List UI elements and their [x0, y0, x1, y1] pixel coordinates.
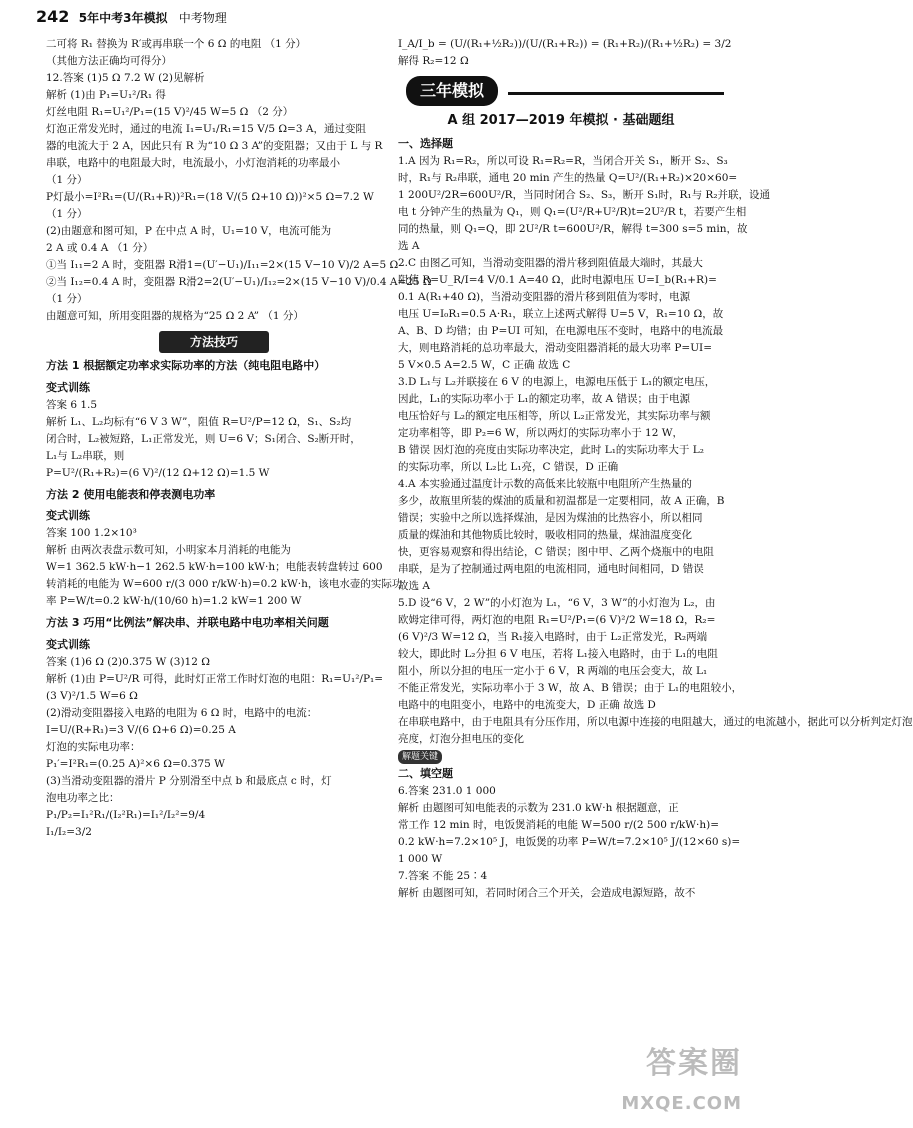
right-column	[398, 36, 913, 1116]
text-line: I₁/I₂=3/2	[46, 825, 92, 838]
key-tip-badge: 解题关键	[398, 750, 442, 765]
text-line: 较大，即此时 L₂分担 6 V 电压，若将 L₁接入电路时，由于 L₁的电阻	[398, 647, 718, 660]
text-line: 解析 由题图可知电能表的示数为 231.0 kW·h 根据题意，正	[398, 801, 679, 814]
banner-rule	[508, 92, 724, 95]
page-number: 242	[36, 7, 70, 26]
text-line: 0.2 kW·h=7.2×10⁵ J，电饭煲的功率 P=W/t=7.2×10⁵ J/(12×60 s)=	[398, 835, 741, 848]
text-line: 定功率相等，即 P₂=6 W，所以两灯的实际功率小于 12 W，	[398, 426, 684, 439]
text-line: 变式训练	[46, 638, 90, 652]
text-line: 二可将 R₁ 替换为 R′或再串联一个 6 Ω 的电阻 （1 分）	[46, 38, 307, 50]
text-line: 串联，电路中的电阻最大时，电流最小，小灯泡消耗的功率最小	[46, 157, 340, 169]
text-line: 12.答案 (1)5 Ω 7.2 W (2)见解析	[46, 72, 205, 84]
text-line: I_A/I_b = (U/(R₁+½R₂))/(U/(R₁+R₂)) = (R₁+R₂)/(R₁+½R₂) = 3/2	[398, 38, 732, 50]
text-line: 变式训练	[46, 509, 90, 523]
text-line: 选 A	[398, 239, 420, 252]
text-line: I=U/(R+R₁)=3 V/(6 Ω+6 Ω)=0.25 A	[46, 723, 236, 736]
section-fill-title: 二、填空题	[398, 766, 453, 780]
text-line: 同的热量，则 Q₁=Q，即 2U²/R t=600U²/R，解得 t=300 s=5 min，故	[398, 222, 748, 235]
book-brand: 5年中考3年模拟	[78, 11, 168, 25]
watermark-line2: MXQE.COM	[621, 1092, 742, 1114]
text-line: 器的电流大于 2 A，因此只有 R 为“10 Ω 3 A”的变阻器；又由于 L 与 R	[46, 140, 383, 152]
text-line: 亮度，灯泡分担电压的变化	[398, 732, 524, 745]
text-line: 变式训练	[46, 380, 90, 394]
text-line: 在串联电路中，由于电阻具有分压作用，所以电源中连接的电阻越大，通过的电流越小，据此可以分析判定灯泡	[398, 715, 913, 728]
watermark-logo	[621, 1040, 742, 1118]
text-line: 灯泡的实际电功率：	[46, 740, 141, 753]
text-line: 灯丝电阻 R₁=U₁²/P₁=(15 V)²/45 W=5 Ω （2 分）	[46, 106, 294, 118]
text-line: 泡电功率之比：	[46, 791, 120, 804]
text-line: P₁′=I²R₁=(0.25 A)²×6 Ω=0.375 W	[46, 757, 225, 770]
watermark-line1: 答案圈	[646, 1046, 742, 1082]
three-year-title: 三年模拟	[406, 76, 498, 106]
text-line: 常工作 12 min 时，电饭煲消耗的电能 W=500 r/(2 500 r/kW·h)=	[398, 818, 720, 831]
text-line: 4.A 本实验通过温度计示数的高低来比较瓶中电阻所产生热量的	[398, 477, 692, 490]
section-choice-title: 一、选择题	[398, 137, 453, 151]
method-banner: 方法技巧	[159, 331, 269, 353]
text-line: 的实际功率，所以 L₂比 L₁亮，C 错误，D 正确	[398, 460, 619, 473]
text-line: (2)滑动变阻器接入电路的电阻为 6 Ω 时，电路中的电流：	[46, 706, 318, 719]
text-line: 解析 (1)由 P₁=U₁²/R₁ 得	[46, 89, 166, 101]
text-line: 电压 U=I₀R₁=0.5 A·R₁，联立上述两式解得 U=5 V，R₁=10 Ω，故	[398, 307, 724, 320]
text-line: 7.答案 不能 25∶4	[398, 869, 488, 882]
text-line: ①当 I₁₁=2 A 时，变阻器 R滑1=(U′−U₁)/I₁₁=2×(15 V−10 V)/2 A=5 Ω	[46, 259, 399, 271]
text-line: 多少，故瓶里所装的煤油的质量和初温都是一定要相同，故 A 正确，B	[398, 494, 725, 507]
text-line: 串联，是为了控制通过两电阻的电流相同，通电时间相同，D 错误	[398, 562, 704, 575]
text-line: (3 V)²/1.5 W=6 Ω	[46, 689, 138, 702]
text-line: 方法 2 使用电能表和停表测电功率	[46, 487, 216, 501]
text-line: （1 分）	[46, 208, 88, 220]
text-line: L₁与 L₂串联，则	[46, 449, 125, 462]
text-line: ②当 I₁₂=0.4 A 时，变阻器 R滑2=2(U′−U₁)/I₁₂=2×(15 V−10 V)/0.4 A=25 Ω	[46, 276, 432, 288]
text-line: 灯泡正常发光时，通过的电流 I₁=U₁/R₁=15 V/5 Ω=3 A，通过变阻	[46, 123, 366, 135]
text-line: 5 V×0.5 A=2.5 W，C 正确 故选 C	[398, 358, 571, 371]
text-line: 闭合时，L₂被短路，L₁正常发光，则 U=6 V；S₁闭合、S₂断开时，	[46, 432, 361, 445]
text-line: 率 P=W/t=0.2 kW·h/(10/60 h)=1.2 kW=1 200 W	[46, 595, 302, 608]
method-block	[46, 357, 403, 841]
text-line: 解析 (1)由 P=U²/R 可得，此时灯正常工作时灯泡的电阻：R₁=U₁²/P₁=	[46, 672, 384, 685]
fill-answers-block	[398, 783, 741, 902]
text-line: 解得 R₂=12 Ω	[398, 55, 469, 67]
text-line: 电路中的电阻变小，电路中的电流变大，D 正确 故选 D	[398, 698, 656, 711]
text-line: W=1 362.5 kW·h−1 262.5 kW·h=100 kW·h；电能表转盘转过 600	[46, 561, 383, 574]
text-line: 由题意可知，所用变阻器的规格为“25 Ω 2 A” （1 分）	[46, 310, 304, 322]
text-line: 2 A 或 0.4 A （1 分）	[46, 242, 154, 254]
text-line: (3)当滑动变阻器的滑片 P 分别滑至中点 b 和最底点 c 时，灯	[46, 774, 332, 787]
text-line: 不能正常发光，实际功率小于 3 W，故 A、B 错误；由于 L₁的电阻较小，	[398, 681, 743, 694]
text-line: 因此，L₁的实际功率小于 L₁的额定功率，故 A 错误；由于电源	[398, 392, 690, 405]
text-line: 解析 L₁、L₂均标有“6 V 3 W”，阻值 R=U²/P=12 Ω，S₁、S₂均	[46, 415, 352, 428]
text-line: 阻小，所以分担的电压一定小于 6 V，R 两端的电压会变大，故 L₁	[398, 664, 708, 677]
text-line: 快，更容易观察和得出结论，C 错误；图中甲、乙两个烧瓶中的电阻	[398, 545, 714, 558]
book-subject: 中考物理	[178, 11, 227, 25]
text-line: 欧姆定律可得，两灯泡的电阻 R₁=U²/P₁=(6 V)²/2 W=18 Ω，R₂=	[398, 613, 716, 626]
text-line: 方法 3 巧用“比例法”解决串、并联电路中电功率相关问题	[46, 616, 329, 630]
three-year-banner	[398, 74, 724, 104]
text-line: 0.1 A(R₁+40 Ω)，当滑动变阻器的滑片移到阻值为零时，电源	[398, 290, 691, 303]
choice-answers-block	[398, 153, 913, 748]
text-line: 1.A 因为 R₁=R₂，所以可设 R₁=R₂=R，当闭合开关 S₁，断开 S₂、S₃	[398, 154, 728, 167]
text-line: 答案 100 1.2×10³	[46, 527, 137, 540]
text-line: 答案 (1)6 Ω (2)0.375 W (3)12 Ω	[46, 655, 210, 668]
text-line: 1 200U²/2R=600U²/R，当同时闭合 S₂、S₃，断开 S₁时，R₁与 R₂并联，设通	[398, 188, 771, 201]
text-line: 3.D L₁与 L₂并联接在 6 V 的电源上，电源电压低于 L₁的额定电压，	[398, 375, 716, 388]
text-line: B 错误 因灯泡的亮度由实际功率决定，此时 L₁的实际功率大于 L₂	[398, 443, 704, 456]
text-line: 阻值 R=U_R/I=4 V/0.1 A=40 Ω，此时电源电压 U=I_b(R₁+R)=	[398, 273, 717, 286]
text-line: 错误；实验中之所以选择煤油，是因为煤油的比热容小，所以相同	[398, 511, 703, 524]
text-line: 时，R₁与 R₂串联，通电 20 min 产生的热量 Q=U²/(R₁+R₂)×20×60=	[398, 171, 738, 184]
group-title: A 组 2017—2019 年模拟 · 基础题组	[447, 113, 675, 128]
text-line: P灯最小=I²R₁=(U/(R₁+R))²R₁=(18 V/(5 Ω+10 Ω))²×5 Ω=7.2 W	[46, 191, 374, 203]
text-line: 故选 A	[398, 579, 430, 592]
text-line: 2.C 由图乙可知，当滑动变阻器的滑片移到阻值最大端时，其最大	[398, 256, 703, 269]
text-line: 电压恰好与 L₂的额定电压相等，所以 L₂正常发光，其实际功率与额	[398, 409, 711, 422]
text-line: （其他方法正确均可得分）	[46, 55, 172, 67]
text-line: (6 V)²/3 W=12 Ω，当 R₁接入电路时，由于 L₂正常发光，R₂两端	[398, 630, 708, 643]
text-line: （1 分）	[46, 174, 88, 186]
text-line: 解析 由两次表盘示数可知，小明家本月消耗的电能为	[46, 544, 291, 557]
text-line: 5.D 设“6 V，2 W”的小灯泡为 L₁，“6 V，3 W”的小灯泡为 L₂，由	[398, 596, 716, 609]
text-line: (2)由题意和图可知，P 在中点 A 时，U₁=10 V，电流可能为	[46, 225, 332, 237]
text-line: P₁/P₂=I₁²R₁/(I₂²R₁)=I₁²/I₂²=9/4	[46, 808, 206, 821]
text-line: 6.答案 231.0 1 000	[398, 784, 496, 797]
text-line: 解析 由题图可知，若同时闭合三个开关，会造成电源短路，故不	[398, 886, 696, 899]
text-line: 电 t 分钟产生的热量为 Q₁，则 Q₁=(U²/R+U²/R)t=2U²/R t，若要产生相	[398, 205, 747, 218]
page-header	[36, 4, 716, 34]
text-line: 大，则电路消耗的总功率最大，滑动变阻器消耗的最大功率 P=UI=	[398, 341, 712, 354]
text-line: 质量的煤油和其他物质比较时，吸收相同的热量，煤油温度变化	[398, 528, 692, 541]
text-line: P=U²/(R₁+R₂)=(6 V)²/(12 Ω+12 Ω)=1.5 W	[46, 466, 270, 479]
text-line: 1 000 W	[398, 852, 443, 865]
text-line: 答案 6 1.5	[46, 398, 98, 411]
text-line: A、B、D 均错；由 P=UI 可知，在电源电压不变时，电路中的电流最	[398, 324, 724, 337]
text-line: 方法 1 根据额定功率求实际功率的方法（纯电阻电路中）	[46, 359, 326, 372]
derivation-block	[398, 36, 732, 70]
text-line: （1 分）	[46, 293, 88, 305]
text-line: 转消耗的电能为 W=600 r/(3 000 r/kW·h)=0.2 kW·h，该电水壶的实际功	[46, 578, 403, 591]
